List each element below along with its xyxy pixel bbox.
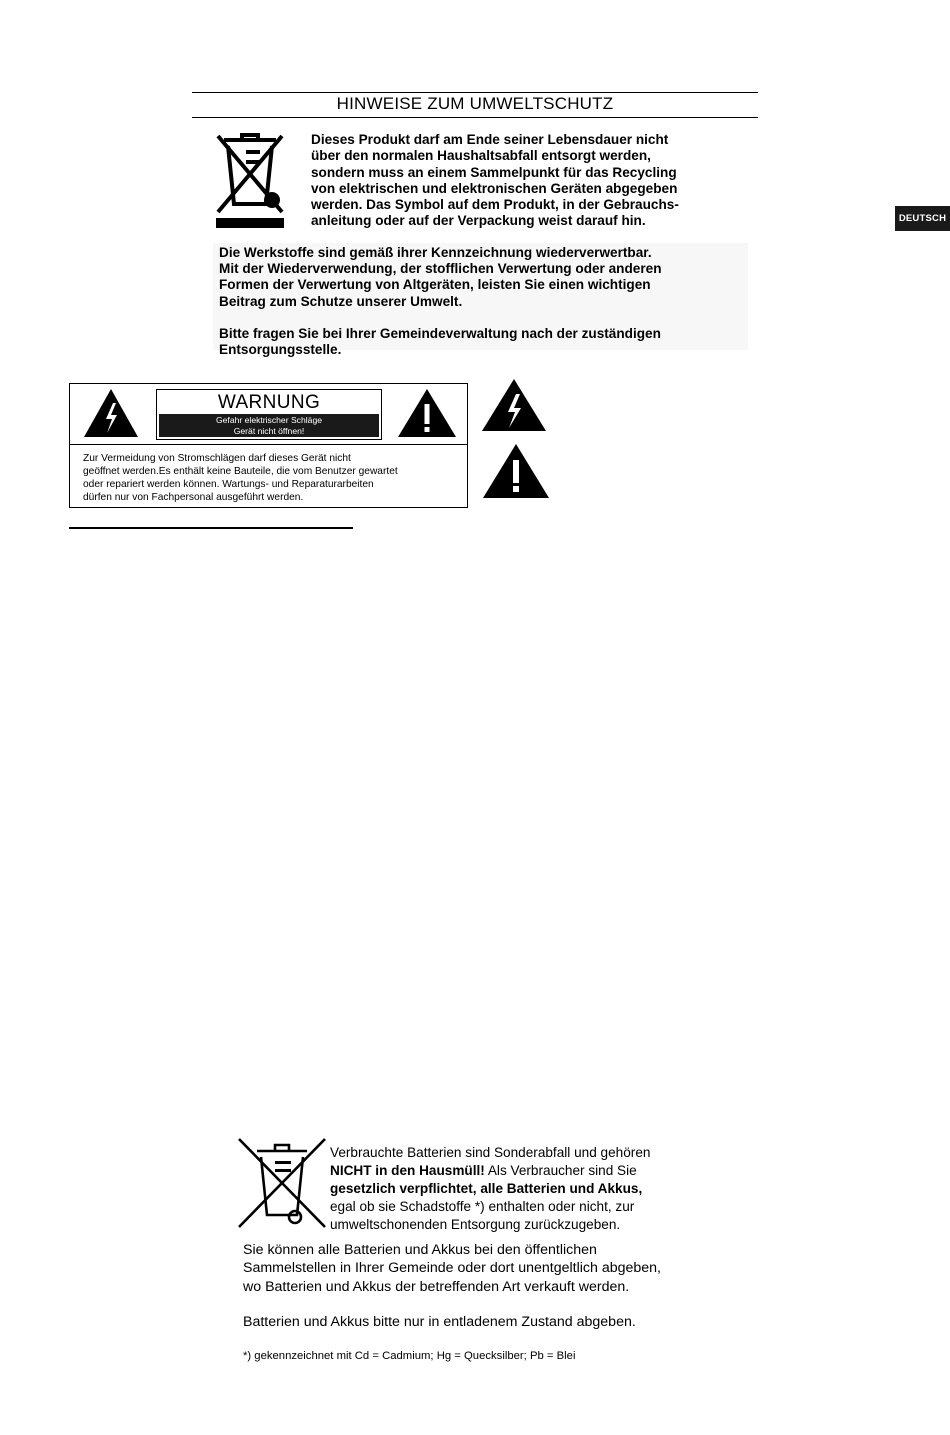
battery-intro-line: egal ob sie Schadstoffe *) enthalten oder nicht, zur [330,1199,635,1214]
lightning-warning-icon [480,377,548,433]
crossed-out-wheelie-bin-icon [212,124,288,230]
battery-discharged-note: Batterien und Akkus bitte nur in entladenem Zustand abgeben. [243,1314,636,1330]
battery-intro-line: Verbrauchte Batterien sind Sonderabfall und gehören [330,1145,651,1160]
battery-intro-line: gesetzlich verpflichtet, alle Batterien und Akkus, [330,1181,643,1196]
collection-line: Sie können alle Batterien und Akkus bei den öffentlichen [243,1242,597,1258]
battery-footnote: *) gekennzeichnet mit Cd = Cadmium; Hg = Quecksilber; Pb = Blei [243,1350,576,1362]
exclamation-warning-icon [481,442,551,500]
intro-line: werden. Das Symbol auf dem Produkt, in der Gebrauchs- [311,197,679,213]
exclamation-warning-icon [396,387,458,439]
warning-line: dürfen nur von Fachpersonal ausgeführt werden. [83,492,304,503]
warning-line: Zur Vermeidung von Stromschlägen darf dieses Gerät nicht [83,453,351,464]
recycling-line: Mit der Wiederverwendung, der stofflichen Verwertung oder anderen [219,261,662,277]
warning-title: WARNUNG [217,392,321,413]
recycling-line: Beitrag zum Schutze unserer Umwelt. [219,293,463,309]
battery-intro-line: umweltschonenden Entsorgung zurückzugeben. [330,1217,621,1232]
environment-title: HINWEISE ZUM UMWELTSCHUTZ [336,94,614,113]
section-divider [69,527,353,529]
top-rule [192,92,758,93]
battery-emphasis: NICHT in den Hausmüll! [330,1163,485,1178]
battery-intro-line [330,1162,650,1180]
battery-intro [330,1144,650,1234]
warning-line: geöffnet werden.Es enthält keine Bauteile, die vom Benutzer gewartet [83,466,398,477]
lightning-warning-icon [82,387,140,439]
warning-line: oder repariert werden können. Wartungs- und Reparaturarbeiten [83,479,374,490]
warning-separator [70,444,467,445]
collection-line: wo Batterien und Akkus der betreffenden Art verkauft werden. [243,1278,630,1295]
intro-line: Dieses Produkt darf am Ende seiner Lebensdauer nicht [311,132,669,147]
recycling-paragraph [219,245,739,310]
contact-paragraph [219,326,739,358]
warning-box [69,383,468,508]
warning-subtitle-1: Gefahr elektrischer Schläge [215,415,323,425]
contact-line: Bitte fragen Sie bei Ihrer Gemeindeverwaltung nach der zuständigen [219,326,661,341]
intro-line: anleitung oder auf der Verpackung weist darauf hin. [311,213,646,229]
battery-intro-rest: Als Verbraucher sind Sie [484,1163,637,1178]
recycling-line: Formen der Verwertung von Altgeräten, leisten Sie einen wichtigen [219,277,651,293]
environment-intro [311,132,721,230]
intro-line: von elektrischen und elektronischen Geräten abgegeben [311,180,678,196]
title-underline [192,117,758,118]
warning-banner [156,389,382,440]
warning-subtitle-bar [159,414,379,437]
contact-line: Entsorgungsstelle. [219,342,342,358]
recycling-line: Die Werkstoffe sind gemäß ihrer Kennzeichnung wiederverwertbar. [219,245,652,260]
language-tab: DEUTSCH [895,206,950,231]
intro-line: über den normalen Haushaltsabfall entsorgt werden, [311,148,651,164]
collection-line: Sammelstellen in Ihrer Gemeinde oder dort unentgeltlich abgeben, [243,1260,661,1277]
warning-subtitle-2: Gerät nicht öffnen! [233,426,305,436]
crossed-out-wheelie-bin-icon [235,1135,329,1231]
warning-text [83,452,398,504]
battery-collection-paragraph [243,1241,661,1296]
intro-line: sondern muss an einem Sammelpunkt für das Recycling [311,164,677,180]
